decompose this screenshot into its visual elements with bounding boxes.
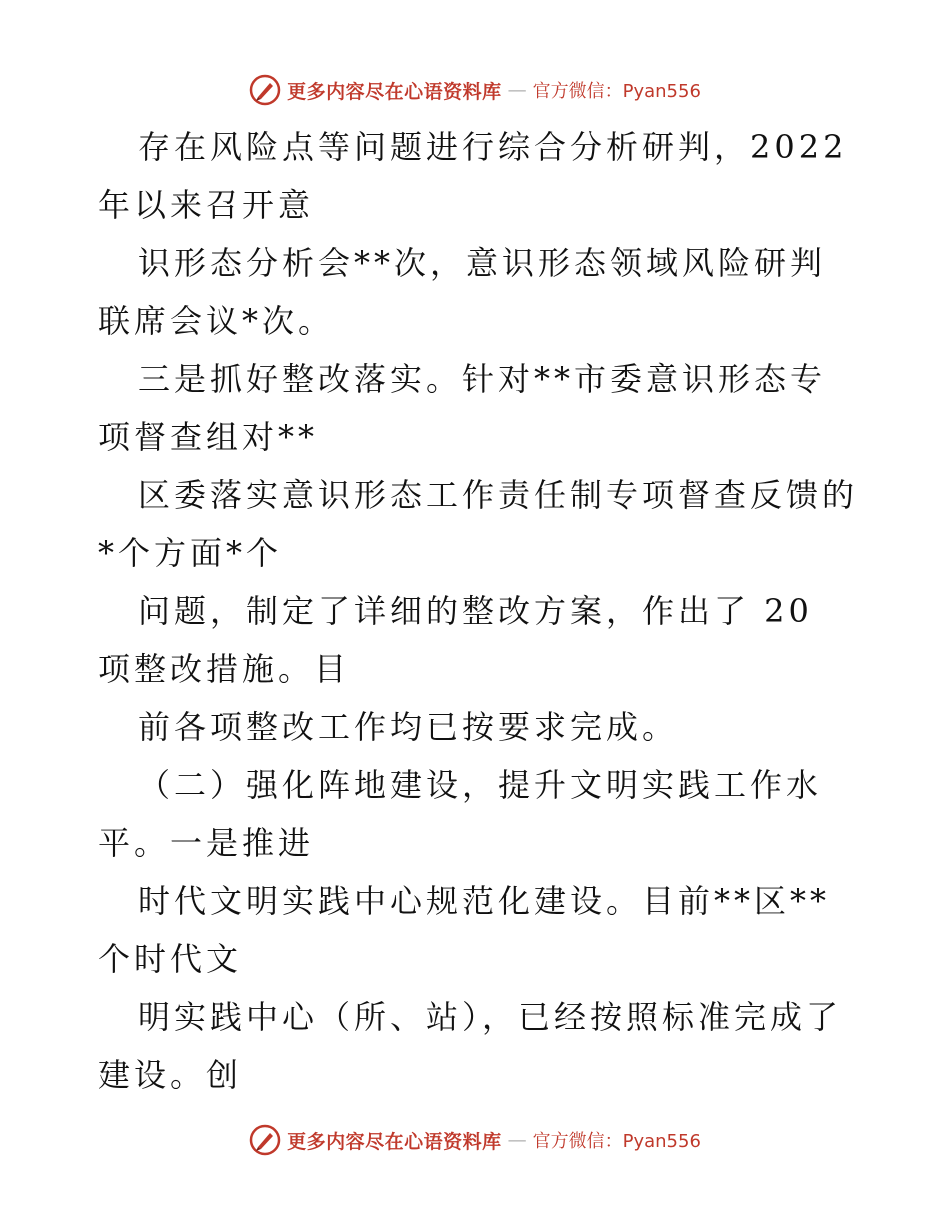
paragraph: 区委落实意识形态工作责任制专项督查反馈的*个方面*个: [98, 476, 859, 572]
paragraph: 明实践中心（所、站），已经按照标准完成了建设。创: [98, 998, 843, 1094]
pen-logo-icon: [249, 1124, 281, 1156]
banner-title: 更多内容尽在心语资料库: [287, 1130, 502, 1153]
paragraph: 时代文明实践中心规范化建设。目前**区**个时代文: [98, 882, 831, 978]
banner-title: 更多内容尽在心语资料库: [287, 80, 502, 103]
banner-separator: —: [507, 1129, 527, 1151]
paragraph: （二）强化阵地建设，提升文明实践工作水平。一是推进: [98, 766, 823, 862]
pen-logo-icon: [249, 74, 281, 106]
banner-contact: 官方微信：Pyan556: [532, 1131, 701, 1152]
paragraph: 问题，制定了详细的整改方案，作出了 20 项整改措施。目: [98, 592, 813, 688]
paragraph: 存在风险点等问题进行综合分析研判，2022 年以来召开意: [98, 128, 848, 224]
header-banner: [0, 70, 950, 110]
document-body: [98, 118, 858, 1104]
banner-contact: 官方微信：Pyan556: [532, 81, 701, 102]
paragraph: 前各项整改工作均已按要求完成。: [138, 708, 679, 746]
paragraph: 三是抓好整改落实。针对**市委意识形态专项督查组对**: [98, 360, 827, 456]
banner-separator: —: [507, 79, 527, 101]
paragraph: 识形态分析会**次，意识形态领域风险研判联席会议*次。: [98, 244, 827, 340]
footer-banner: [0, 1120, 950, 1160]
